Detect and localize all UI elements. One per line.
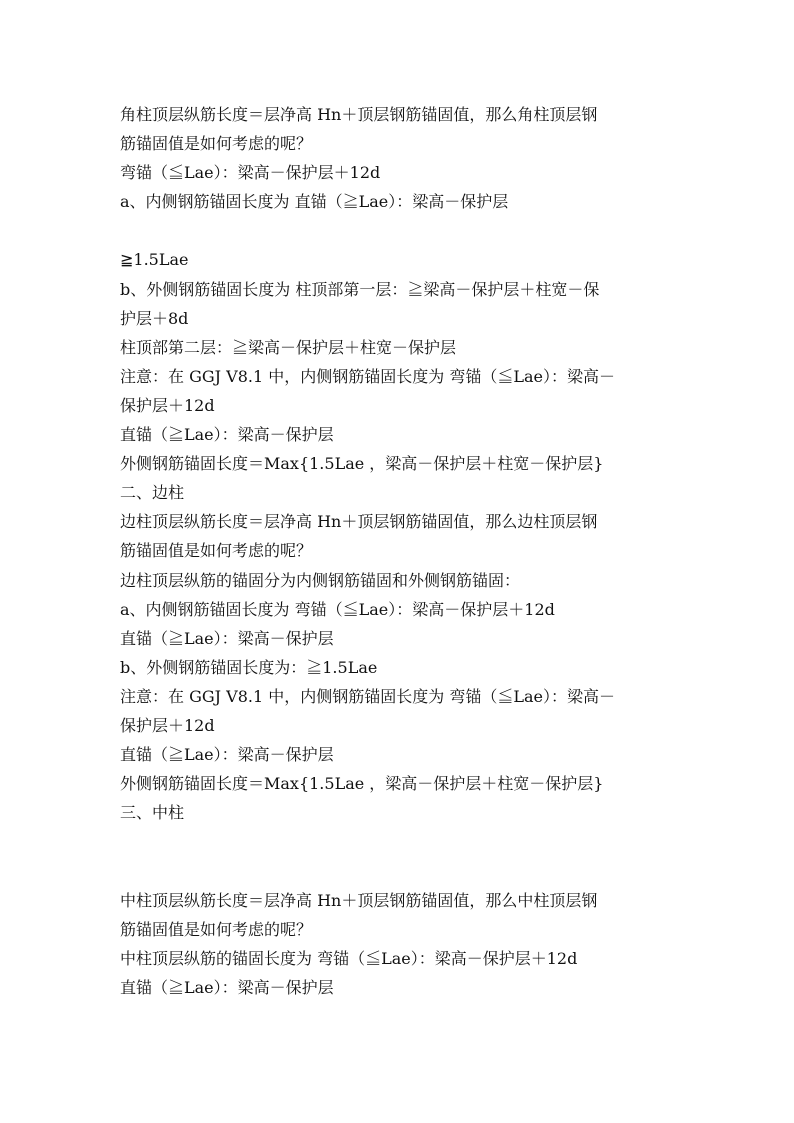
text-line: 外侧钢筋锚固长度＝Max{1.5Lae ，梁高－保护层＋柱宽－保护层} bbox=[120, 774, 604, 794]
text-line: b、外侧钢筋锚固长度为 柱顶部第一层：≧梁高－保护层＋柱宽－保 bbox=[120, 279, 600, 299]
text-line: 外侧钢筋锚固长度＝Max{1.5Lae ，梁高－保护层＋柱宽－保护层} bbox=[120, 454, 604, 474]
text-line: b、外侧钢筋锚固长度为：≧1.5Lae bbox=[120, 657, 378, 677]
text-line: 筋锚固值是如何考虑的呢？ bbox=[120, 134, 313, 154]
section-heading: 二、边柱 bbox=[120, 483, 185, 503]
text-line: a、内侧钢筋锚固长度为 弯锚（≦Lae）：梁高－保护层＋12d bbox=[120, 599, 555, 619]
text-line: 中柱顶层纵筋长度＝层净高 Hn＋顶层钢筋锚固值，那么中柱顶层钢 bbox=[120, 890, 598, 910]
text-line: 柱顶部第二层：≧梁高－保护层＋柱宽－保护层 bbox=[120, 337, 457, 357]
text-line: 直锚（≧Lae）：梁高－保护层 bbox=[120, 745, 334, 765]
text-line: a、内侧钢筋锚固长度为 直锚（≧Lae）：梁高－保护层 bbox=[120, 192, 509, 212]
text-line: 护层＋8d bbox=[120, 308, 189, 328]
text-line: 保护层＋12d bbox=[120, 715, 215, 735]
text-line: 中柱顶层纵筋的锚固长度为 弯锚（≦Lae）：梁高－保护层＋12d bbox=[120, 948, 578, 968]
text-line: 弯锚（≦Lae）：梁高－保护层＋12d bbox=[120, 163, 381, 183]
blank-line bbox=[120, 216, 680, 245]
text-line: 注意：在 GGJ V8.1 中，内侧钢筋锚固长度为 弯锚（≦Lae）：梁高－ bbox=[120, 366, 615, 386]
section-heading: 三、中柱 bbox=[120, 803, 185, 823]
text-line: 注意：在 GGJ V8.1 中，内侧钢筋锚固长度为 弯锚（≦Lae）：梁高－ bbox=[120, 686, 615, 706]
text-line: 边柱顶层纵筋长度＝层净高 Hn＋顶层钢筋锚固值，那么边柱顶层钢 bbox=[120, 512, 598, 532]
text-line: 筋锚固值是如何考虑的呢？ bbox=[120, 541, 313, 561]
text-line: 角柱顶层纵筋长度＝层净高 Hn＋顶层钢筋锚固值，那么角柱顶层钢 bbox=[120, 105, 598, 124]
text-line: 边柱顶层纵筋的锚固分为内侧钢筋锚固和外侧钢筋锚固： bbox=[120, 570, 521, 590]
document-body bbox=[120, 100, 680, 1002]
text-line: ≧1.5Lae bbox=[120, 250, 189, 270]
text-line: 直锚（≧Lae）：梁高－保护层 bbox=[120, 977, 334, 997]
text-line: 直锚（≧Lae）：梁高－保护层 bbox=[120, 425, 334, 445]
text-line: 筋锚固值是如何考虑的呢？ bbox=[120, 919, 313, 939]
text-line: 保护层＋12d bbox=[120, 395, 215, 415]
blank-line bbox=[120, 827, 680, 856]
blank-line bbox=[120, 856, 680, 885]
text-line: 直锚（≧Lae）：梁高－保护层 bbox=[120, 628, 334, 648]
